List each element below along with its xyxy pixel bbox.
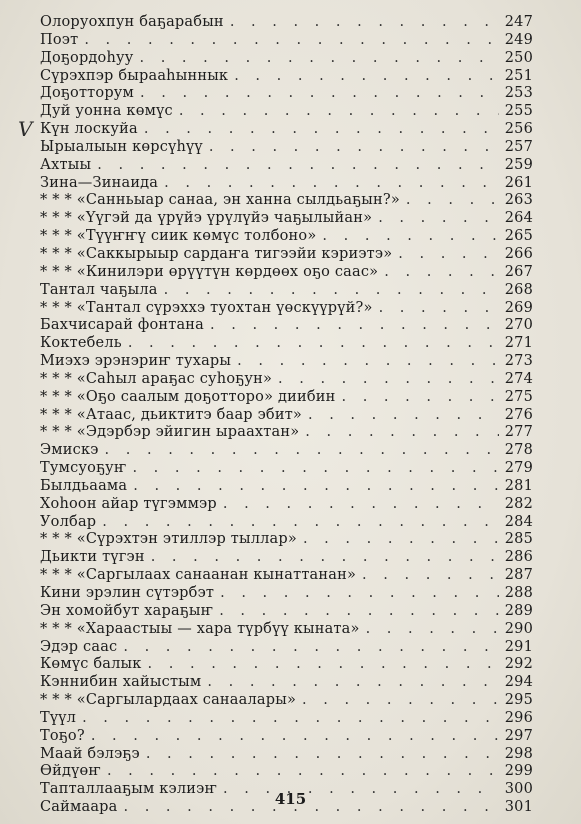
toc-entry-title: Түүл <box>40 709 77 726</box>
toc-entry-title: * * * «Тантал сүрэххэ туохтан үөскүүрүй?» <box>40 299 373 316</box>
toc-entry-title: * * * «Санньыар санаа, эн ханна сылдьаҕын?» <box>40 192 400 209</box>
table-of-contents <box>40 14 533 817</box>
toc-entry-page-number: 265 <box>504 228 533 245</box>
toc-entry-title: * * * «Эдэрбэр эйигин ыраахтан» <box>40 424 300 441</box>
toc-entry <box>40 763 533 781</box>
toc-entry-page-number: 292 <box>504 656 533 673</box>
toc-entry-page-number: 255 <box>504 103 533 120</box>
dot-leader <box>237 353 499 371</box>
toc-entry <box>40 157 533 175</box>
toc-entry-page-number: 281 <box>504 477 533 494</box>
toc-entry <box>40 603 533 621</box>
toc-entry <box>40 300 533 318</box>
toc-entry-title: * * * «Түүҥҥү сиик көмүс толбоно» <box>40 228 317 245</box>
dot-leader <box>398 246 498 264</box>
toc-entry-page-number: 291 <box>504 638 533 655</box>
toc-entry <box>40 389 533 407</box>
dot-leader <box>302 692 499 710</box>
toc-entry-title: Саймаара <box>40 799 118 816</box>
dot-leader <box>219 603 499 621</box>
toc-entry-title: Өйдүөҥ <box>40 763 101 780</box>
toc-entry-page-number: 295 <box>504 692 533 709</box>
toc-entry-page-number: 253 <box>504 85 533 102</box>
toc-entry <box>40 639 533 657</box>
toc-entry-title: * * * «Саргылардаах санаалары» <box>40 692 297 709</box>
toc-entry <box>40 478 533 496</box>
toc-entry-page-number: 257 <box>504 138 533 155</box>
toc-entry <box>40 282 533 300</box>
dot-leader <box>207 674 498 692</box>
dot-leader <box>223 496 499 514</box>
toc-entry-title: Былдьаама <box>40 477 128 494</box>
toc-entry <box>40 246 533 264</box>
dot-leader <box>91 728 499 746</box>
dot-leader <box>220 585 499 603</box>
toc-entry <box>40 103 533 121</box>
dot-leader <box>133 478 498 496</box>
dot-leader <box>305 424 498 442</box>
dot-leader <box>146 746 499 764</box>
toc-entry-title: Тантал чаҕыла <box>40 281 158 298</box>
toc-entry-title: * * * «Оҕо саалым доҕотторо» диибин <box>40 388 336 405</box>
toc-entry-page-number: 294 <box>504 674 533 691</box>
toc-entry-title: Дуй уонна көмүс <box>40 103 173 120</box>
toc-entry-page-number: 249 <box>504 31 533 48</box>
toc-entry-title: Олоруохпун баҕарабын <box>40 14 224 30</box>
toc-entry <box>40 210 533 228</box>
dot-leader <box>140 85 499 103</box>
toc-entry <box>40 264 533 282</box>
dot-leader <box>164 282 499 300</box>
toc-entry <box>40 531 533 549</box>
dot-leader <box>406 192 499 210</box>
toc-entry <box>40 656 533 674</box>
toc-entry-title: * * * «Сүрэхтэн этиллэр тыллар» <box>40 531 297 548</box>
toc-entry-page-number: 282 <box>504 495 533 512</box>
toc-entry-title: Бахчисарай фонтана <box>40 317 205 334</box>
toc-entry <box>40 317 533 335</box>
toc-entry-title: * * * «Саккырыыр сардаҥа тигээйи кэриэтэ» <box>40 245 393 262</box>
dot-leader <box>303 531 499 549</box>
toc-entry-title: Тапталлааҕым кэлиэҥ <box>40 781 218 798</box>
toc-entry-title: Эн хомойбут хараҕыҥ <box>40 602 214 619</box>
toc-entry-title: Миэхэ эрэнэриҥ тухары <box>40 353 232 370</box>
dot-leader <box>379 300 499 318</box>
toc-entry-title: Уолбар <box>40 513 97 530</box>
toc-entry <box>40 549 533 567</box>
toc-entry-title: * * * «Атаас, дьиктитэ баар эбит» <box>40 406 302 423</box>
toc-entry-page-number: 263 <box>504 192 533 209</box>
toc-entry-page-number: 279 <box>504 460 533 477</box>
dot-leader <box>84 32 498 50</box>
dot-leader <box>384 264 498 282</box>
dot-leader <box>179 103 499 121</box>
dot-leader <box>102 514 498 532</box>
dot-leader <box>132 460 498 478</box>
toc-entry-page-number: 288 <box>504 585 533 601</box>
toc-entry <box>40 335 533 353</box>
toc-entry <box>40 14 533 32</box>
toc-entry <box>40 175 533 193</box>
toc-entry <box>40 514 533 532</box>
dot-leader <box>148 656 499 674</box>
toc-entry <box>40 68 533 86</box>
toc-entry-title: Эмискэ <box>40 442 99 459</box>
toc-entry <box>40 621 533 639</box>
dot-leader <box>322 228 498 246</box>
toc-entry-page-number: 296 <box>504 709 533 726</box>
toc-entry-page-number: 290 <box>504 620 533 637</box>
toc-entry-title: * * * «Хараастыы — хара түрбүү кыната» <box>40 620 360 637</box>
toc-entry-title: Көмүс балык <box>40 656 142 673</box>
toc-entry-page-number: 277 <box>504 424 533 441</box>
toc-entry-title: Дьикти түгэн <box>40 549 145 566</box>
toc-entry-page-number: 297 <box>504 727 533 744</box>
dot-leader <box>107 763 499 781</box>
toc-entry-page-number: 270 <box>504 317 533 334</box>
dot-leader <box>128 335 499 353</box>
dot-leader <box>366 621 499 639</box>
dot-leader <box>278 371 499 389</box>
toc-entry-page-number: 259 <box>504 156 533 173</box>
toc-entry <box>40 139 533 157</box>
toc-entry <box>40 192 533 210</box>
toc-entry <box>40 460 533 478</box>
toc-entry-title: * * * «Кинилэри өрүүтүн көрдөөх оҕо саас» <box>40 263 379 280</box>
dot-leader <box>105 442 499 460</box>
toc-entry-page-number: 284 <box>504 513 533 530</box>
toc-entry-page-number: 275 <box>504 388 533 405</box>
toc-entry-page-number: 276 <box>504 406 533 423</box>
toc-entry-page-number: 266 <box>504 245 533 262</box>
dot-leader <box>144 121 499 139</box>
toc-entry-page-number: 300 <box>504 781 533 798</box>
toc-entry <box>40 692 533 710</box>
toc-entry-title: Кини эрэлин сүтэрбэт <box>40 585 215 601</box>
toc-entry-page-number: 298 <box>504 745 533 762</box>
toc-entry <box>40 728 533 746</box>
toc-entry-title: Зина—Зинаида <box>40 174 159 191</box>
toc-entry <box>40 407 533 425</box>
toc-entry <box>40 674 533 692</box>
toc-entry-page-number: 285 <box>504 531 533 548</box>
toc-entry-title: * * * «Саргылаах санаанан кынаттанан» <box>40 567 357 584</box>
toc-entry-title: Тумсуоҕуҥ <box>40 460 127 477</box>
toc-entry-title: Коктебель <box>40 335 122 352</box>
toc-entry-page-number: 273 <box>504 353 533 370</box>
toc-entry-title: Тоҕо? <box>40 727 85 744</box>
toc-entry-page-number: 264 <box>504 210 533 227</box>
dot-leader <box>140 50 499 68</box>
dot-leader <box>209 139 499 157</box>
dot-leader <box>234 68 499 86</box>
toc-entry-page-number: 267 <box>504 263 533 280</box>
toc-entry-page-number: 271 <box>504 335 533 352</box>
toc-entry-title: Доҕотторум <box>40 85 135 102</box>
toc-entry-title: * * * «Үүгэй да үрүйэ үрүлүйэ чаҕылыйан» <box>40 210 373 227</box>
dot-leader <box>210 317 499 335</box>
toc-entry-page-number: 256 <box>504 121 533 138</box>
toc-entry-page-number: 289 <box>504 602 533 619</box>
toc-entry <box>40 50 533 68</box>
toc-entry-page-number: 268 <box>504 281 533 298</box>
dot-leader <box>342 389 499 407</box>
toc-entry-page-number: 278 <box>504 442 533 459</box>
toc-entry-page-number: 269 <box>504 299 533 316</box>
toc-entry-page-number: 247 <box>504 14 533 30</box>
toc-entry <box>40 32 533 50</box>
toc-entry <box>40 585 533 603</box>
dot-leader <box>378 210 499 228</box>
toc-entry <box>40 121 533 139</box>
page-number-footer: 415 <box>274 790 307 808</box>
toc-entry-title: Хоһоон айар түгэммэр <box>40 495 217 512</box>
toc-entry-title: Ахтыы <box>40 156 92 173</box>
toc-entry-title: Поэт <box>40 31 79 48</box>
toc-entry <box>40 746 533 764</box>
dot-leader <box>82 710 499 728</box>
toc-entry-page-number: 274 <box>504 370 533 387</box>
toc-entry <box>40 710 533 728</box>
toc-entry-title: * * * «Саһыл араҕас суһоҕун» <box>40 370 273 387</box>
toc-entry <box>40 228 533 246</box>
handwritten-check-mark: V <box>18 117 33 141</box>
toc-entry-page-number: 299 <box>504 763 533 780</box>
toc-entry <box>40 567 533 585</box>
toc-entry <box>40 353 533 371</box>
toc-entry-page-number: 287 <box>504 567 533 584</box>
toc-entry-page-number: 286 <box>504 549 533 566</box>
dot-leader <box>230 14 499 32</box>
toc-entry-page-number: 301 <box>504 799 533 816</box>
toc-entry-page-number: 250 <box>504 49 533 66</box>
dot-leader <box>123 639 498 657</box>
toc-entry-title: Кэннибин хайыстым <box>40 674 202 691</box>
toc-entry-page-number: 251 <box>504 67 533 84</box>
toc-entry <box>40 371 533 389</box>
dot-leader <box>151 549 499 567</box>
toc-entry <box>40 496 533 514</box>
dot-leader <box>164 175 499 193</box>
toc-entry <box>40 442 533 460</box>
dot-leader <box>97 157 498 175</box>
toc-entry-page-number: 261 <box>504 174 533 191</box>
toc-entry-title: Доҕордоһуу <box>40 49 134 66</box>
toc-entry <box>40 85 533 103</box>
dot-leader <box>308 407 499 425</box>
toc-entry-title: Күн лоскуйа <box>40 121 138 138</box>
toc-entry <box>40 424 533 442</box>
toc-entry-title: Маай бэлэҕэ <box>40 745 140 762</box>
toc-entry-title: Ырыалыын көрсүһүү <box>40 138 203 155</box>
dot-leader <box>362 567 499 585</box>
toc-entry-title: Сүрэхпэр бырааһыннык <box>40 67 229 84</box>
toc-entry-title: Эдэр саас <box>40 638 118 655</box>
